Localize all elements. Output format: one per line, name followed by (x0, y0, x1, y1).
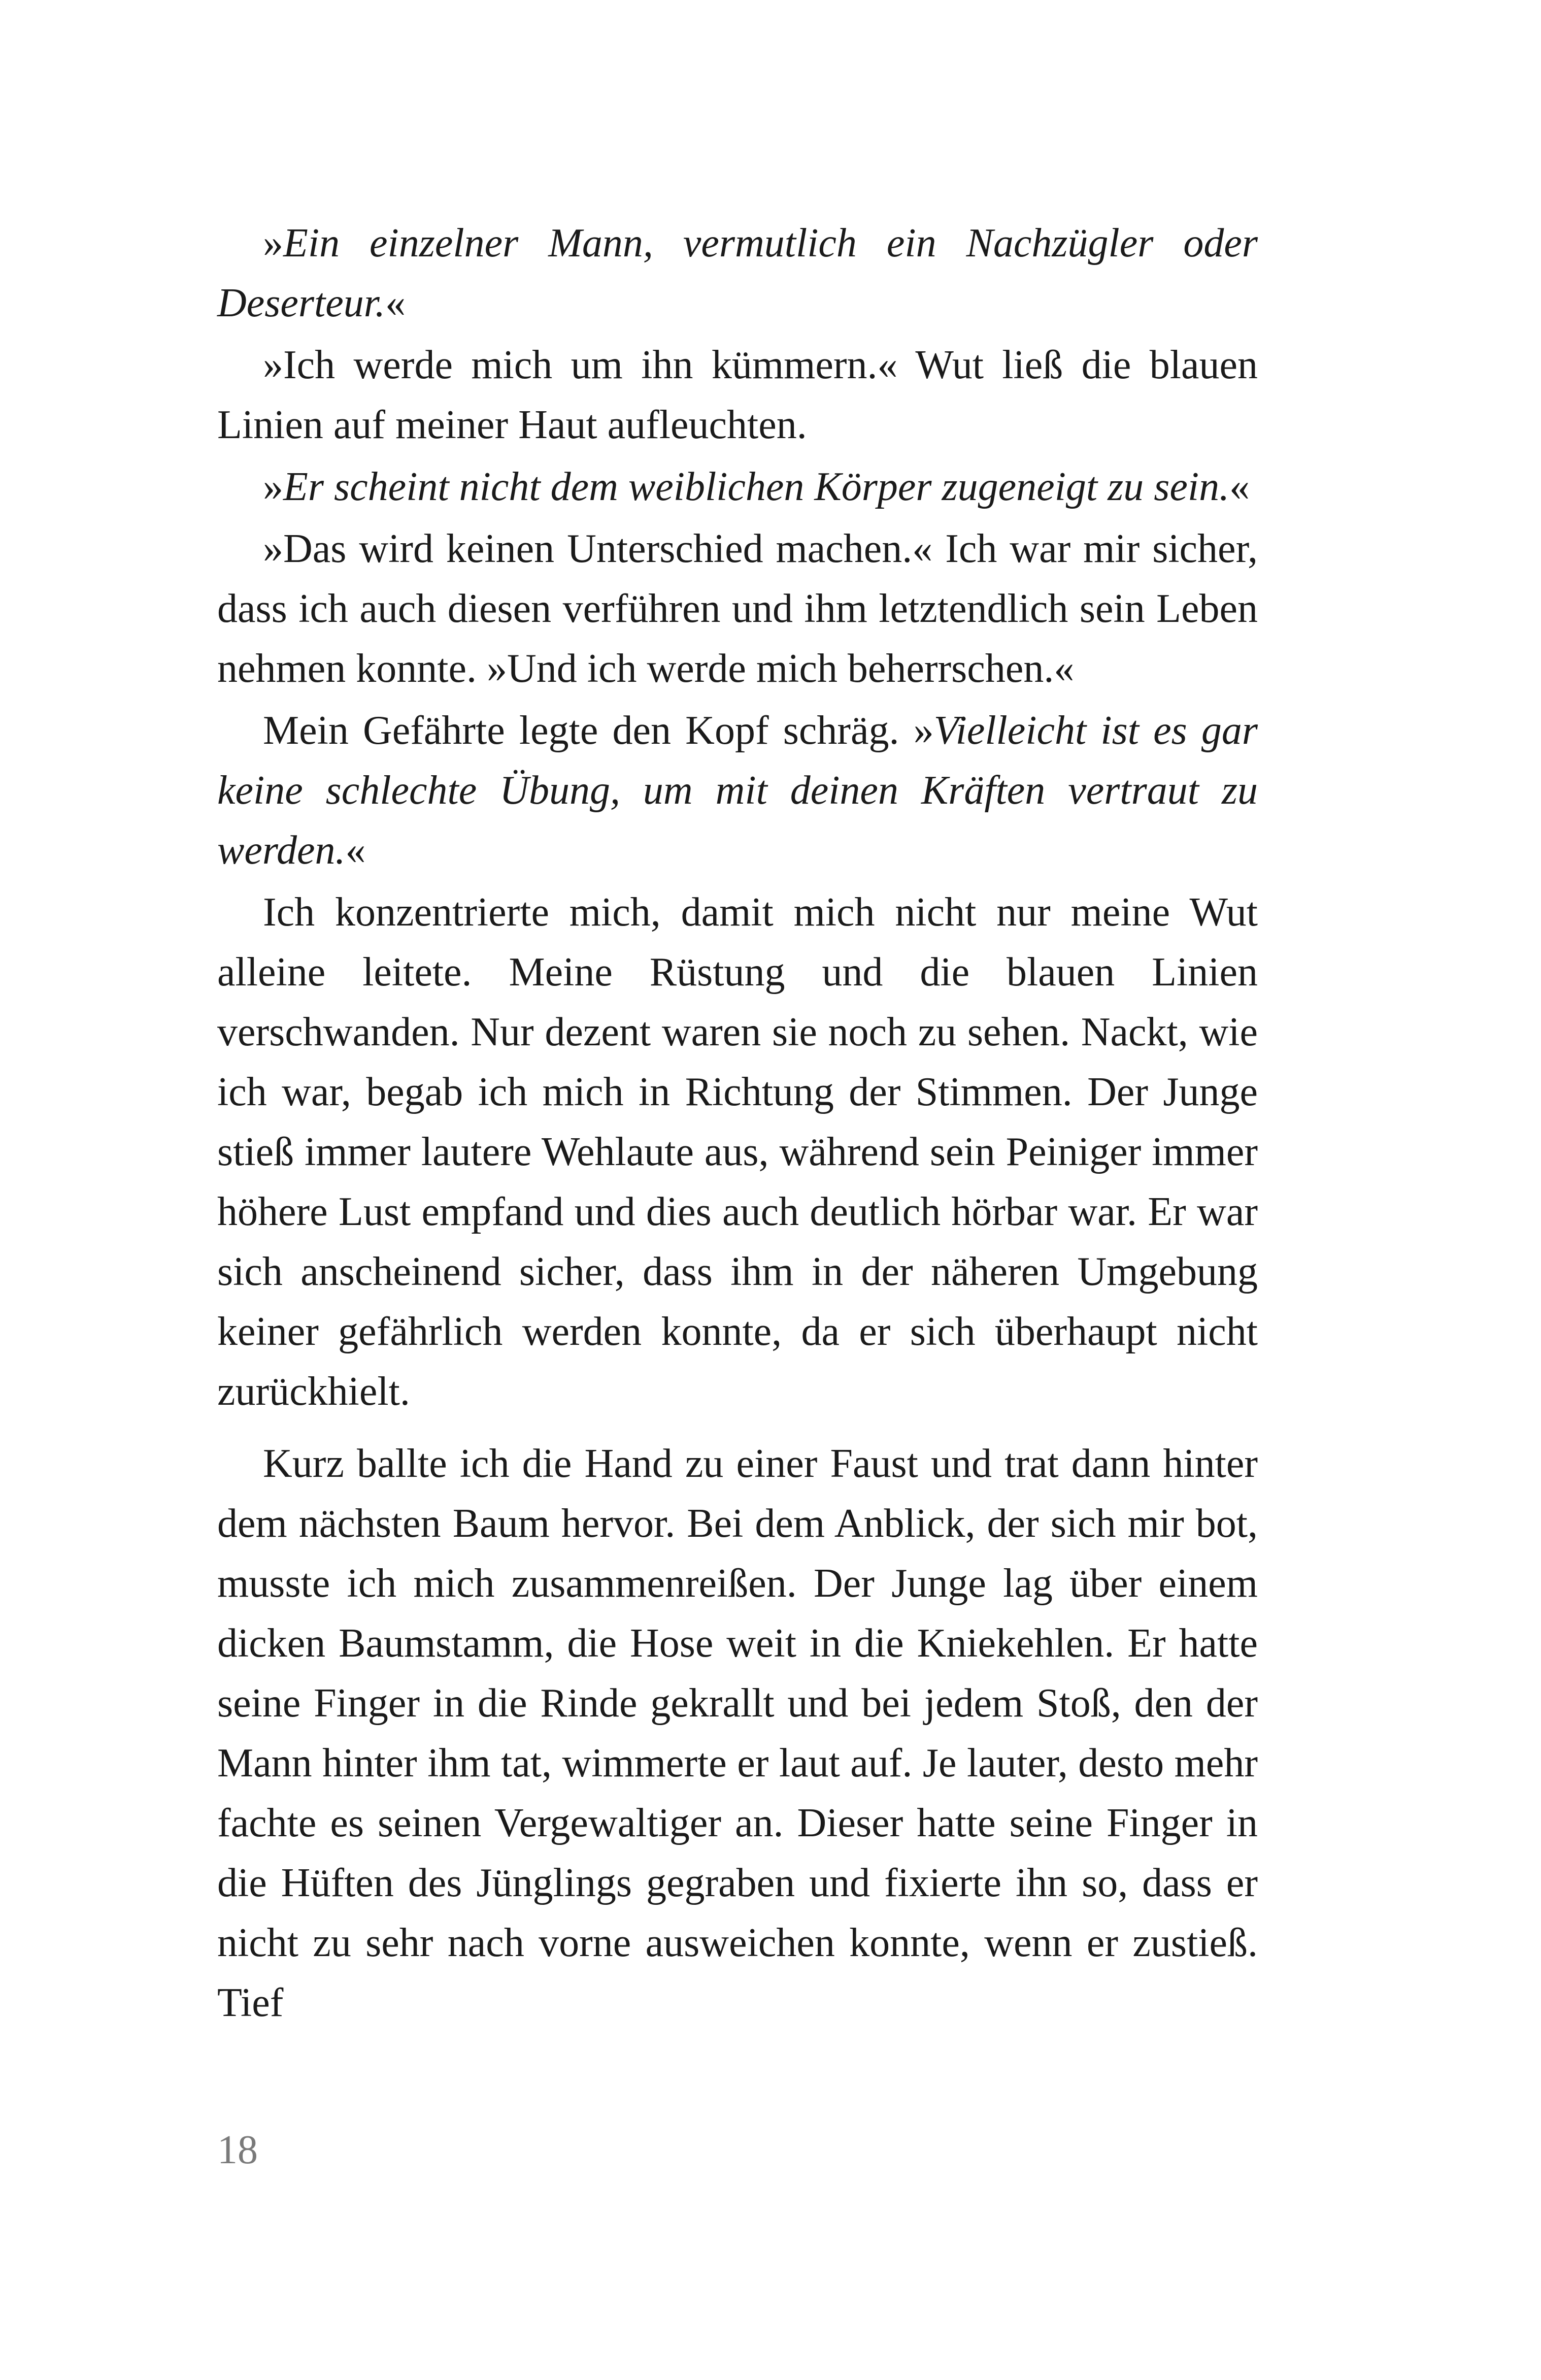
text-run-italic: Ein einzelner Mann, vermutlich ein Nachzügler oder Deserteur. (217, 221, 1258, 325)
page-number: 18 (217, 2128, 258, 2172)
text-run: »Das wird keinen Unterschied machen.« Ich war mir sicher, dass ich auch diesen verführen und ihm letztendlich sein Leben nehmen konnte. »Und ich werde mich beherrschen.« (217, 526, 1258, 691)
text-run: Kurz ballte ich die Hand zu einer Faust und trat dann hinter dem nächsten Baum hervor. Bei dem Anblick, der sich mir bot, musste ich mich zusammenreißen. Der Junge lag über einem dicken Baumstamm, die Hose weit in die Kniekehlen. Er hatte seine Finger in die Rinde gekrallt und bei jedem Stoß, den der Mann hinter ihm tat, wimmerte er laut auf. Je lauter, desto mehr fachte es seinen Vergewaltiger an. Dieser hatte seine Finger in die Hüften des Jünglings gegraben und fixierte ihn so, dass er nicht zu sehr nach vorne ausweichen konnte, wenn er zustieß. Tief (217, 1441, 1258, 2025)
paragraph-5 (217, 701, 1258, 880)
text-run: » (263, 221, 283, 266)
text-run: Mein Gefährte legte den Kopf schräg. » (263, 708, 934, 753)
paragraph-7 (217, 1434, 1258, 2033)
paragraph-6 (217, 882, 1258, 1422)
paragraph-3 (217, 457, 1258, 517)
text-run: « (385, 281, 406, 325)
body-text (217, 213, 1258, 2033)
text-run: « (1229, 465, 1250, 509)
paragraph-4 (217, 519, 1258, 699)
paragraph-2 (217, 335, 1258, 455)
text-run: » (263, 465, 283, 509)
text-run-italic: Er scheint nicht dem weiblichen Körper zugeneigt zu sein. (283, 465, 1230, 509)
paragraph-1 (217, 213, 1258, 333)
text-run: « (345, 828, 366, 873)
text-run: »Ich werde mich um ihn kümmern.« Wut ließ die blauen Linien auf meiner Haut aufleuchten. (217, 343, 1258, 447)
text-run: Ich konzentrierte mich, damit mich nicht nur meine Wut alleine leitete. Meine Rüstung und die blauen Linien verschwanden. Nur dezent waren sie noch zu sehen. Nackt, wie ich war, begab ich mich in Richtung der Stimmen. Der Junge stieß immer lautere Wehlaute aus, während sein Peiniger immer höhere Lust empfand und dies auch deutlich hörbar war. Er war sich anscheinend sicher, dass ihm in der näheren Umgebung keiner gefährlich werden konnte, da er sich überhaupt nicht zurückhielt. (217, 890, 1258, 1414)
text-run-italic: Vielleicht ist es gar keine schlechte Übung, um mit deinen Kräften vertraut zu werden. (217, 708, 1258, 873)
